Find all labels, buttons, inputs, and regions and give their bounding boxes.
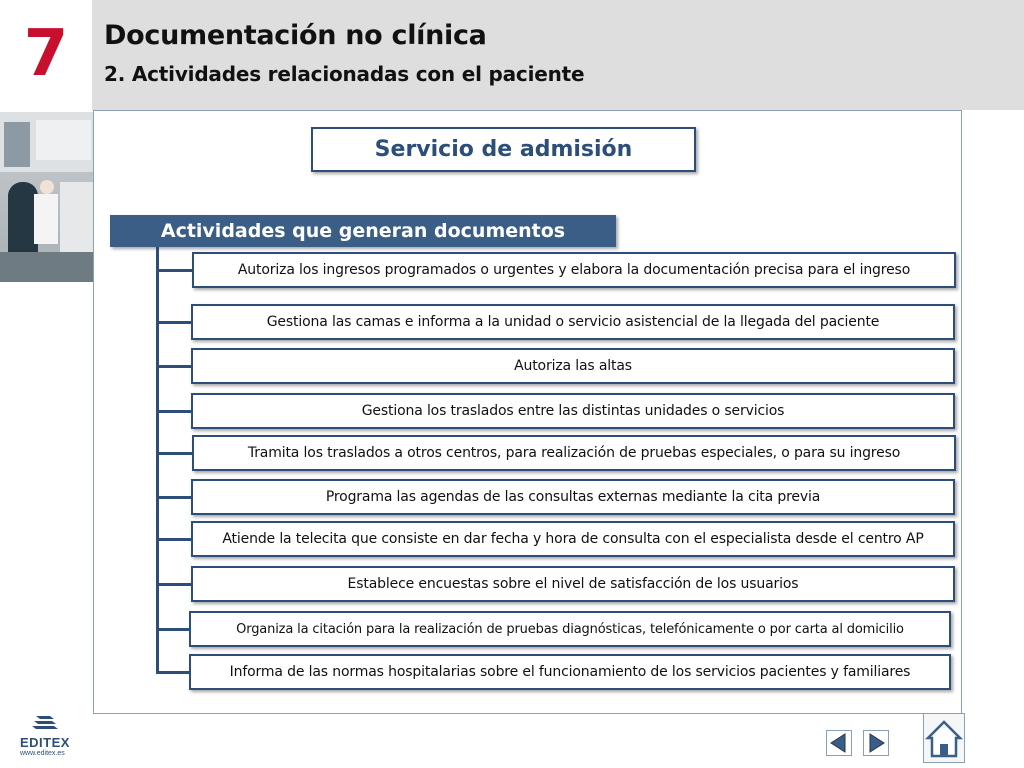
activity-item: Tramita los traslados a otros centros, para realización de pruebas especiales, o para su ingreso — [192, 435, 956, 471]
tree-branch — [156, 496, 191, 499]
activity-item: Autoriza las altas — [191, 348, 955, 384]
chapter-box — [0, 0, 92, 110]
activity-item: Autoriza los ingresos programados o urgentes y elabora la documentación precisa para el ingreso — [192, 252, 956, 288]
activities-header: Actividades que generan documentos — [110, 215, 616, 247]
activity-item: Informa de las normas hospitalarias sobre el funcionamiento de los servicios pacientes y familiares — [189, 654, 951, 690]
chapter-number: 7 — [23, 17, 69, 91]
office-photo — [0, 112, 93, 282]
activity-item: Gestiona los traslados entre las distintas unidades o servicios — [191, 393, 955, 429]
tree-branch — [156, 583, 191, 586]
home-button[interactable] — [923, 713, 965, 763]
logo-text: EDITEX — [20, 735, 70, 750]
activity-item: Gestiona las camas e informa a la unidad o servicio asistencial de la llegada del paciente — [191, 304, 955, 340]
tree-branch — [156, 410, 191, 413]
tree-branch — [156, 365, 191, 368]
next-slide-button[interactable] — [863, 730, 889, 756]
tree-connector-line — [156, 247, 159, 673]
header-band — [0, 0, 1024, 110]
tree-branch — [156, 538, 191, 541]
service-title-box: Servicio de admisión — [311, 127, 696, 172]
prev-slide-button[interactable] — [826, 730, 852, 756]
house-icon — [924, 714, 964, 762]
page-subtitle: 2. Actividades relacionadas con el paciente — [104, 62, 585, 86]
logo-url: www.editex.es — [20, 750, 65, 757]
triangle-right-icon — [864, 731, 888, 755]
activity-item: Organiza la citación para la realización de pruebas diagnósticas, telefónicamente o por carta al domicilio — [189, 611, 951, 647]
activity-item: Programa las agendas de las consultas externas mediante la cita previa — [191, 479, 955, 515]
activity-item: Establece encuestas sobre el nivel de satisfacción de los usuarios — [191, 566, 955, 602]
activity-item: Atiende la telecita que consiste en dar fecha y hora de consulta con el especialista desde el centro AP — [191, 521, 955, 557]
tree-branch — [156, 321, 191, 324]
tree-branch — [156, 628, 189, 631]
tree-branch — [156, 671, 189, 674]
tree-branch — [156, 269, 192, 272]
tree-branch — [156, 452, 192, 455]
page-title: Documentación no clínica — [104, 20, 487, 51]
triangle-left-icon — [827, 731, 851, 755]
